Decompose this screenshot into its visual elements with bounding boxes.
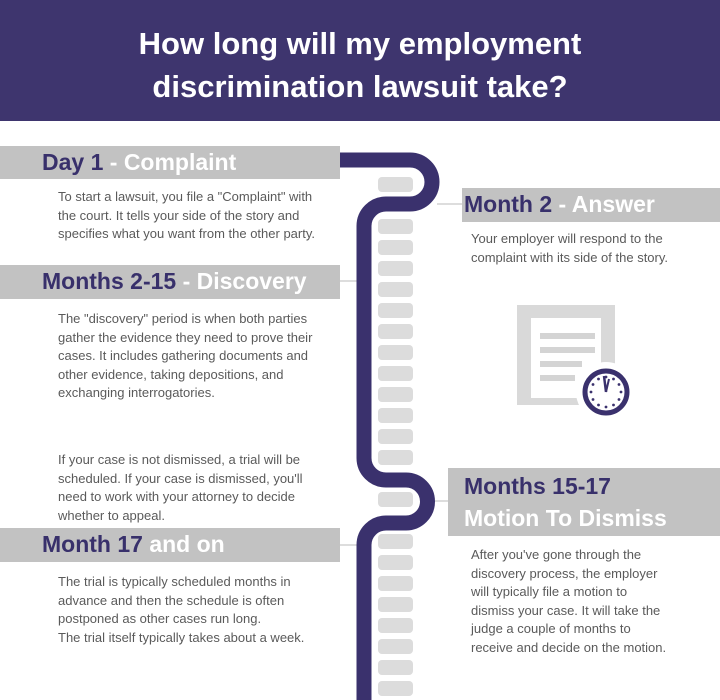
road-dash (378, 345, 413, 360)
road-dash (378, 387, 413, 402)
road-dash (378, 177, 413, 192)
step-band-motion-to-dismiss: Months 15-17 Motion To Dismiss (448, 468, 720, 536)
road-dash (378, 555, 413, 570)
road-dash (378, 261, 413, 276)
road-dash (378, 492, 413, 507)
clock-tick (612, 378, 615, 381)
clock-tick (597, 378, 600, 381)
step-band-discovery: Months 2-15 - Discovery (0, 265, 340, 299)
road-dashes (378, 177, 413, 696)
step-text-month-17: The trial is typically scheduled months in advance and then the schedule is often postponed as other cases run long. The trial itself typically takes about a week. (58, 574, 305, 645)
step-band-day-1: Day 1 - Complaint (0, 146, 340, 179)
clock-tick (592, 383, 595, 386)
clock-tick (620, 391, 623, 394)
clock-tick (590, 391, 593, 394)
road-dash (378, 324, 413, 339)
step-text-month-2: Your employer will respond to the complaint with its side of the story. (471, 231, 669, 265)
road-dash (378, 303, 413, 318)
road-dash (378, 576, 413, 591)
road-dash (378, 240, 413, 255)
clock-tick (618, 383, 621, 386)
clock-tick (612, 404, 615, 407)
road-dash (378, 219, 413, 234)
step-text-day-1: To start a lawsuit, you file a "Complaint" with the court. It tells your side of the story and specifies what you want from the other party. (58, 189, 315, 241)
page-title: How long will my employment discrimination lawsuit take? (138, 26, 582, 104)
road-dash (378, 408, 413, 423)
step-text-discovery: The "discovery" period is when both parties gather the evidence they need to prove their cases. It includes gathering documents and other evidence, taking depositions, and exchanging interrogatories. (58, 311, 313, 400)
road-dash (378, 429, 413, 444)
road-dash (378, 534, 413, 549)
clock-tick (618, 398, 621, 401)
road-dash (378, 660, 413, 675)
clock-tick (605, 406, 608, 409)
document-clock-icon (517, 305, 636, 422)
trial-note: If your case is not dismissed, a trial will be scheduled. If your case is dismissed, you'll need to work with your attorney to decide whether to appeal. (58, 452, 303, 523)
road-dash (378, 450, 413, 465)
road-dash (378, 681, 413, 696)
step-text-motion-to-dismiss: After you've gone through the discovery process, the employer will typically file a motion to dismiss your case. It will take the judge a couple of months to receive and decide on the motion. (471, 547, 667, 655)
road-dash (378, 618, 413, 633)
road-dash (378, 366, 413, 381)
clock-tick (597, 404, 600, 407)
step-band-month-2: Month 2 - Answer (462, 188, 720, 222)
step-band-month-17: Month 17 and on (0, 528, 340, 562)
road-dash (378, 597, 413, 612)
road-dash (378, 282, 413, 297)
road-dash (378, 639, 413, 654)
clock-tick (592, 398, 595, 401)
